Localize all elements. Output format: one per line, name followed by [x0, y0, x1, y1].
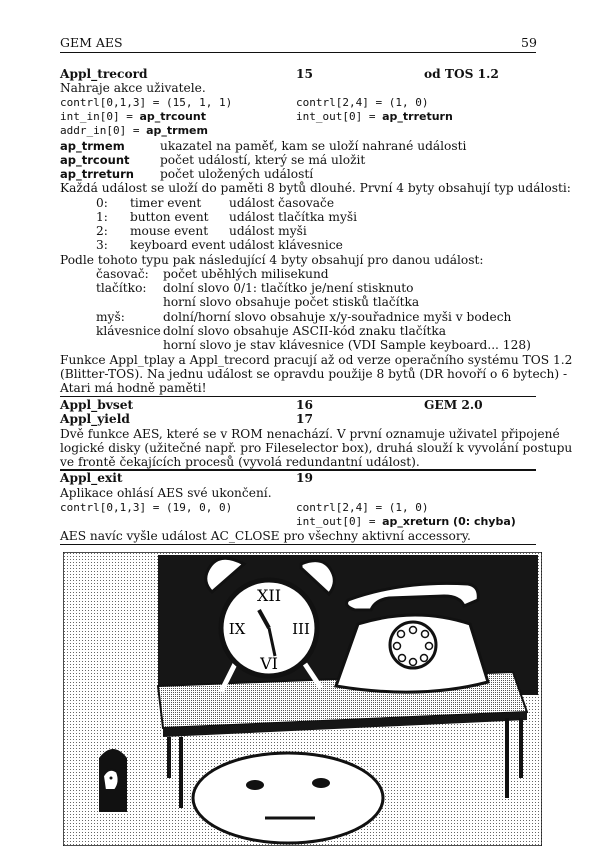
event-code: 0: — [96, 196, 108, 210]
data-label: klávesnice — [96, 324, 161, 338]
exit-contrl-in: contrl[0,1,3] = (19, 0, 0) — [60, 501, 233, 514]
data-text: počet uběhlých milisekund — [163, 267, 329, 281]
event-name: button event — [130, 210, 209, 224]
yield-description-line: logické disky (užitečné např. pro Fileselector box), druhá slouží k vyvolání postupu — [60, 441, 573, 455]
smiley-eye — [312, 778, 330, 788]
data-text: horní slovo je stav klávesnice (VDI Sample keyboard... 128) — [163, 338, 531, 352]
function-number-bvset: 16 — [296, 398, 313, 412]
yield-description-line: Dvě funkce AES, které se v ROM nenachází. V první oznamuje uživatel připojené — [60, 427, 560, 441]
exit-contrl-out: contrl[2,4] = (1, 0) — [296, 501, 429, 514]
illustration — [63, 552, 542, 846]
function-title-trecord: Appl_trecord — [60, 67, 148, 81]
function-version-bvset: GEM 2.0 — [424, 398, 483, 412]
exit-description: Aplikace ohlásí AES své ukončení. — [60, 486, 272, 500]
param-name: ap_trcount — [60, 153, 130, 167]
mouse — [103, 770, 119, 790]
data-label: časovač: — [96, 267, 149, 281]
function-number-exit: 19 — [296, 471, 313, 485]
event-desc: událost klávesnice — [229, 238, 343, 252]
header-rule — [60, 52, 536, 53]
param-desc: počet uložených událostí — [160, 167, 314, 181]
event-name: timer event — [130, 196, 202, 210]
clock-numeral: IX — [228, 620, 246, 638]
section-rule — [60, 396, 536, 397]
trecord-contrl-in: contrl[0,1,3] = (15, 1, 1) — [60, 96, 233, 109]
event-code: 2: — [96, 224, 108, 238]
page-number: 59 — [521, 35, 537, 50]
clock-numeral: VI — [260, 654, 278, 673]
trecord-contrl-out: contrl[2,4] = (1, 0) — [296, 96, 429, 109]
function-title-exit: Appl_exit — [60, 471, 123, 485]
function-title-yield: Appl_yield — [60, 412, 130, 426]
function-version-trecord: od TOS 1.2 — [424, 67, 499, 81]
data-text: dolní slovo 0/1: tlačítko je/není stisknuto — [163, 281, 414, 295]
smiley-face — [193, 753, 383, 843]
param-name: ap_trreturn — [60, 167, 134, 181]
data-label: tlačítko: — [96, 281, 147, 295]
mouse-eye — [110, 777, 113, 780]
param-name: ap_trmem — [60, 139, 125, 153]
event-desc: událost myši — [229, 224, 307, 238]
clock-numeral: XII — [256, 586, 282, 605]
param-desc: ukazatel na paměť, kam se uloží nahrané události — [160, 139, 467, 153]
param-desc: počet událostí, který se má uložit — [160, 153, 366, 167]
exit-int-out: int_out[0] = ap_xreturn (0: chyba) — [296, 515, 516, 528]
data-intro: Podle tohoto typu pak následující 4 byty obsahují pro danou událost: — [60, 253, 484, 267]
data-text: horní slovo obsahuje počet stisků tlačítka — [163, 295, 420, 309]
event-code: 1: — [96, 210, 108, 224]
event-code: 3: — [96, 238, 108, 252]
event-desc: událost tlačítka myši — [229, 210, 357, 224]
function-number-trecord: 15 — [296, 67, 313, 81]
running-header: GEM AES — [60, 35, 123, 50]
exit-footer: AES navíc vyšle událost AC_CLOSE pro všechny aktivní accessory. — [60, 529, 471, 543]
function-number-yield: 17 — [296, 412, 313, 426]
event-name: keyboard event — [130, 238, 226, 252]
yield-description-line: ve frontě čekajících procesů (vyvolá redundantní událost). — [60, 455, 420, 469]
section-rule — [60, 544, 536, 545]
trecord-addr-in: addr_in[0] = ap_trmem — [60, 124, 208, 137]
note-line: (Blitter-TOS). Na jednu událost se opravdu použije 8 bytů (DR hovoří o 6 bytech) - — [60, 367, 568, 381]
note-line: Funkce Appl_tplay a Appl_trecord pracují až od verze operačního systému TOS 1.2 — [60, 353, 573, 367]
event-intro: Každá událost se uloží do paměti 8 bytů dlouhé. První 4 byty obsahují typ události: — [60, 181, 571, 195]
event-desc: událost časovače — [229, 196, 335, 210]
clock-numeral: III — [292, 620, 310, 638]
smiley-eye — [246, 780, 264, 790]
event-name: mouse event — [130, 224, 209, 238]
data-label: myš: — [96, 310, 125, 324]
trecord-description: Nahraje akce uživatele. — [60, 81, 206, 95]
trecord-int-in: int_in[0] = ap_trcount — [60, 110, 206, 123]
note-line: Atari má hodně paměti! — [60, 381, 207, 395]
data-text: dolní slovo obsahuje ASCII-kód znaku tlačítka — [163, 324, 447, 338]
function-title-bvset: Appl_bvset — [60, 398, 134, 412]
trecord-int-out: int_out[0] = ap_trreturn — [296, 110, 453, 123]
data-text: dolní/horní slovo obsahuje x/y-souřadnice myši v bodech — [163, 310, 512, 324]
